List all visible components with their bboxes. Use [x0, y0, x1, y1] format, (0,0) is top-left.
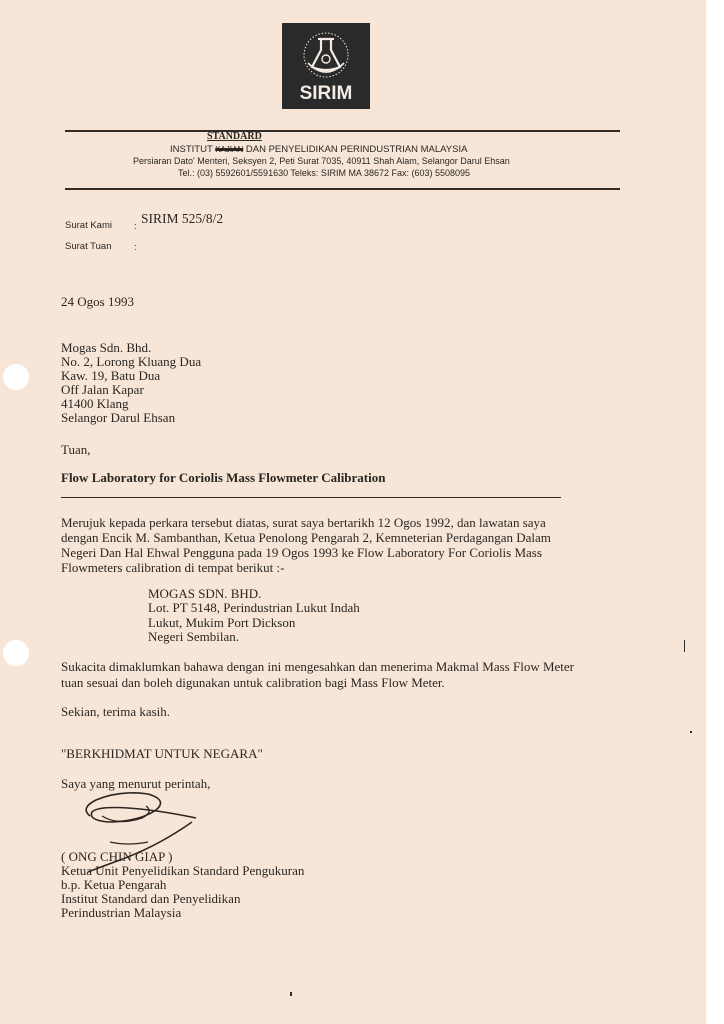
institute-prefix: INSTITUT: [170, 144, 213, 155]
subject-line: Flow Laboratory for Coriolis Mass Flowmeter Calibration: [61, 470, 386, 485]
ours-label: Surat Kami: [65, 220, 112, 231]
institute-name: [170, 144, 467, 155]
motto: "BERKHIDMAT UNTUK NEGARA": [61, 746, 263, 761]
body-line: Merujuk kepada perkara tersebut diatas, surat saya bertarikh 12 Ogos 1992, dan lawatan saya: [61, 515, 546, 530]
recipient-line: Selangor Darul Ehsan: [61, 410, 176, 425]
subject-rule: [61, 497, 561, 498]
yours-label: Surat Tuan: [65, 241, 112, 252]
signatory-line: Perindustrian Malaysia: [61, 905, 182, 920]
signatory-line: b.p. Ketua Pengarah: [61, 877, 167, 892]
recipient-line: Mogas Sdn. Bhd.: [61, 340, 152, 355]
ours-sep: :: [134, 221, 137, 232]
salutation: Tuan,: [61, 442, 91, 457]
recipient-line: Kaw. 19, Batu Dua: [61, 368, 161, 383]
site-line: MOGAS SDN. BHD.: [148, 586, 262, 601]
punch-hole-top: [3, 364, 29, 390]
logo-text: SIRIM: [299, 83, 353, 104]
scan-edge: [706, 0, 724, 1024]
yours-sep: :: [134, 242, 137, 253]
body-line: tuan sesuai dan boleh digunakan untuk calibration bagi Mass Flow Meter.: [61, 675, 445, 690]
signatory-line: Institut Standard dan Penyelidikan: [61, 891, 241, 906]
struck-word: KAJIAN: [215, 145, 244, 154]
signatory-line: ( ONG CHIN GIAP ): [61, 849, 173, 864]
closing: Sekian, terima kasih.: [61, 704, 171, 719]
sign-intro: Saya yang menurut perintah,: [61, 776, 211, 791]
recipient-line: Off Jalan Kapar: [61, 382, 144, 397]
site-line: Negeri Sembilan.: [148, 629, 239, 644]
inserted-word: STANDARD: [207, 131, 262, 142]
sirim-logo: [282, 23, 370, 109]
header-contact: Tel.: (03) 5592601/5591630 Teleks: SIRIM MA 38672 Fax: (603) 5508095: [178, 168, 471, 178]
scan-mark: [690, 731, 692, 733]
body-line: Negeri Dan Hal Ehwal Pengguna pada 19 Ogos 1993 ke Flow Laboratory For Coriolis Mass: [61, 545, 542, 560]
letter-date: 24 Ogos 1993: [61, 294, 134, 309]
institute-suffix: DAN PENYELIDIKAN PERINDUSTRIAN MALAYSIA: [245, 144, 468, 155]
body-line: Sukacita dimaklumkan bahawa dengan ini mengesahkan dan menerima Makmal Mass Flow Meter: [61, 659, 574, 674]
body-line: Flowmeters calibration di tempat berikut :-: [61, 560, 285, 575]
site-line: Lukut, Mukim Port Dickson: [148, 615, 296, 630]
scan-mark: [290, 992, 292, 996]
header-rule-bottom: [65, 188, 620, 190]
signatory-line: Ketua Unit Penyelidikan Standard Pengukuran: [61, 863, 305, 878]
header-rule-top: [65, 130, 620, 132]
ours-value: SIRIM 525/8/2: [141, 211, 224, 226]
scan-mark: [684, 640, 685, 652]
recipient-line: 41400 Klang: [61, 396, 129, 411]
recipient-line: No. 2, Lorong Kluang Dua: [61, 354, 202, 369]
body-line: dengan Encik M. Sambanthan, Ketua Penolong Pengarah 2, Kemneterian Perdagangan Dalam: [61, 530, 551, 545]
site-line: Lot. PT 5148, Perindustrian Lukut Indah: [148, 600, 360, 615]
header-address: Persiaran Dato' Menteri, Seksyen 2, Peti Surat 7035, 40911 Shah Alam, Selangor Darul Ehsan: [133, 156, 510, 166]
punch-hole-bottom: [3, 640, 29, 666]
